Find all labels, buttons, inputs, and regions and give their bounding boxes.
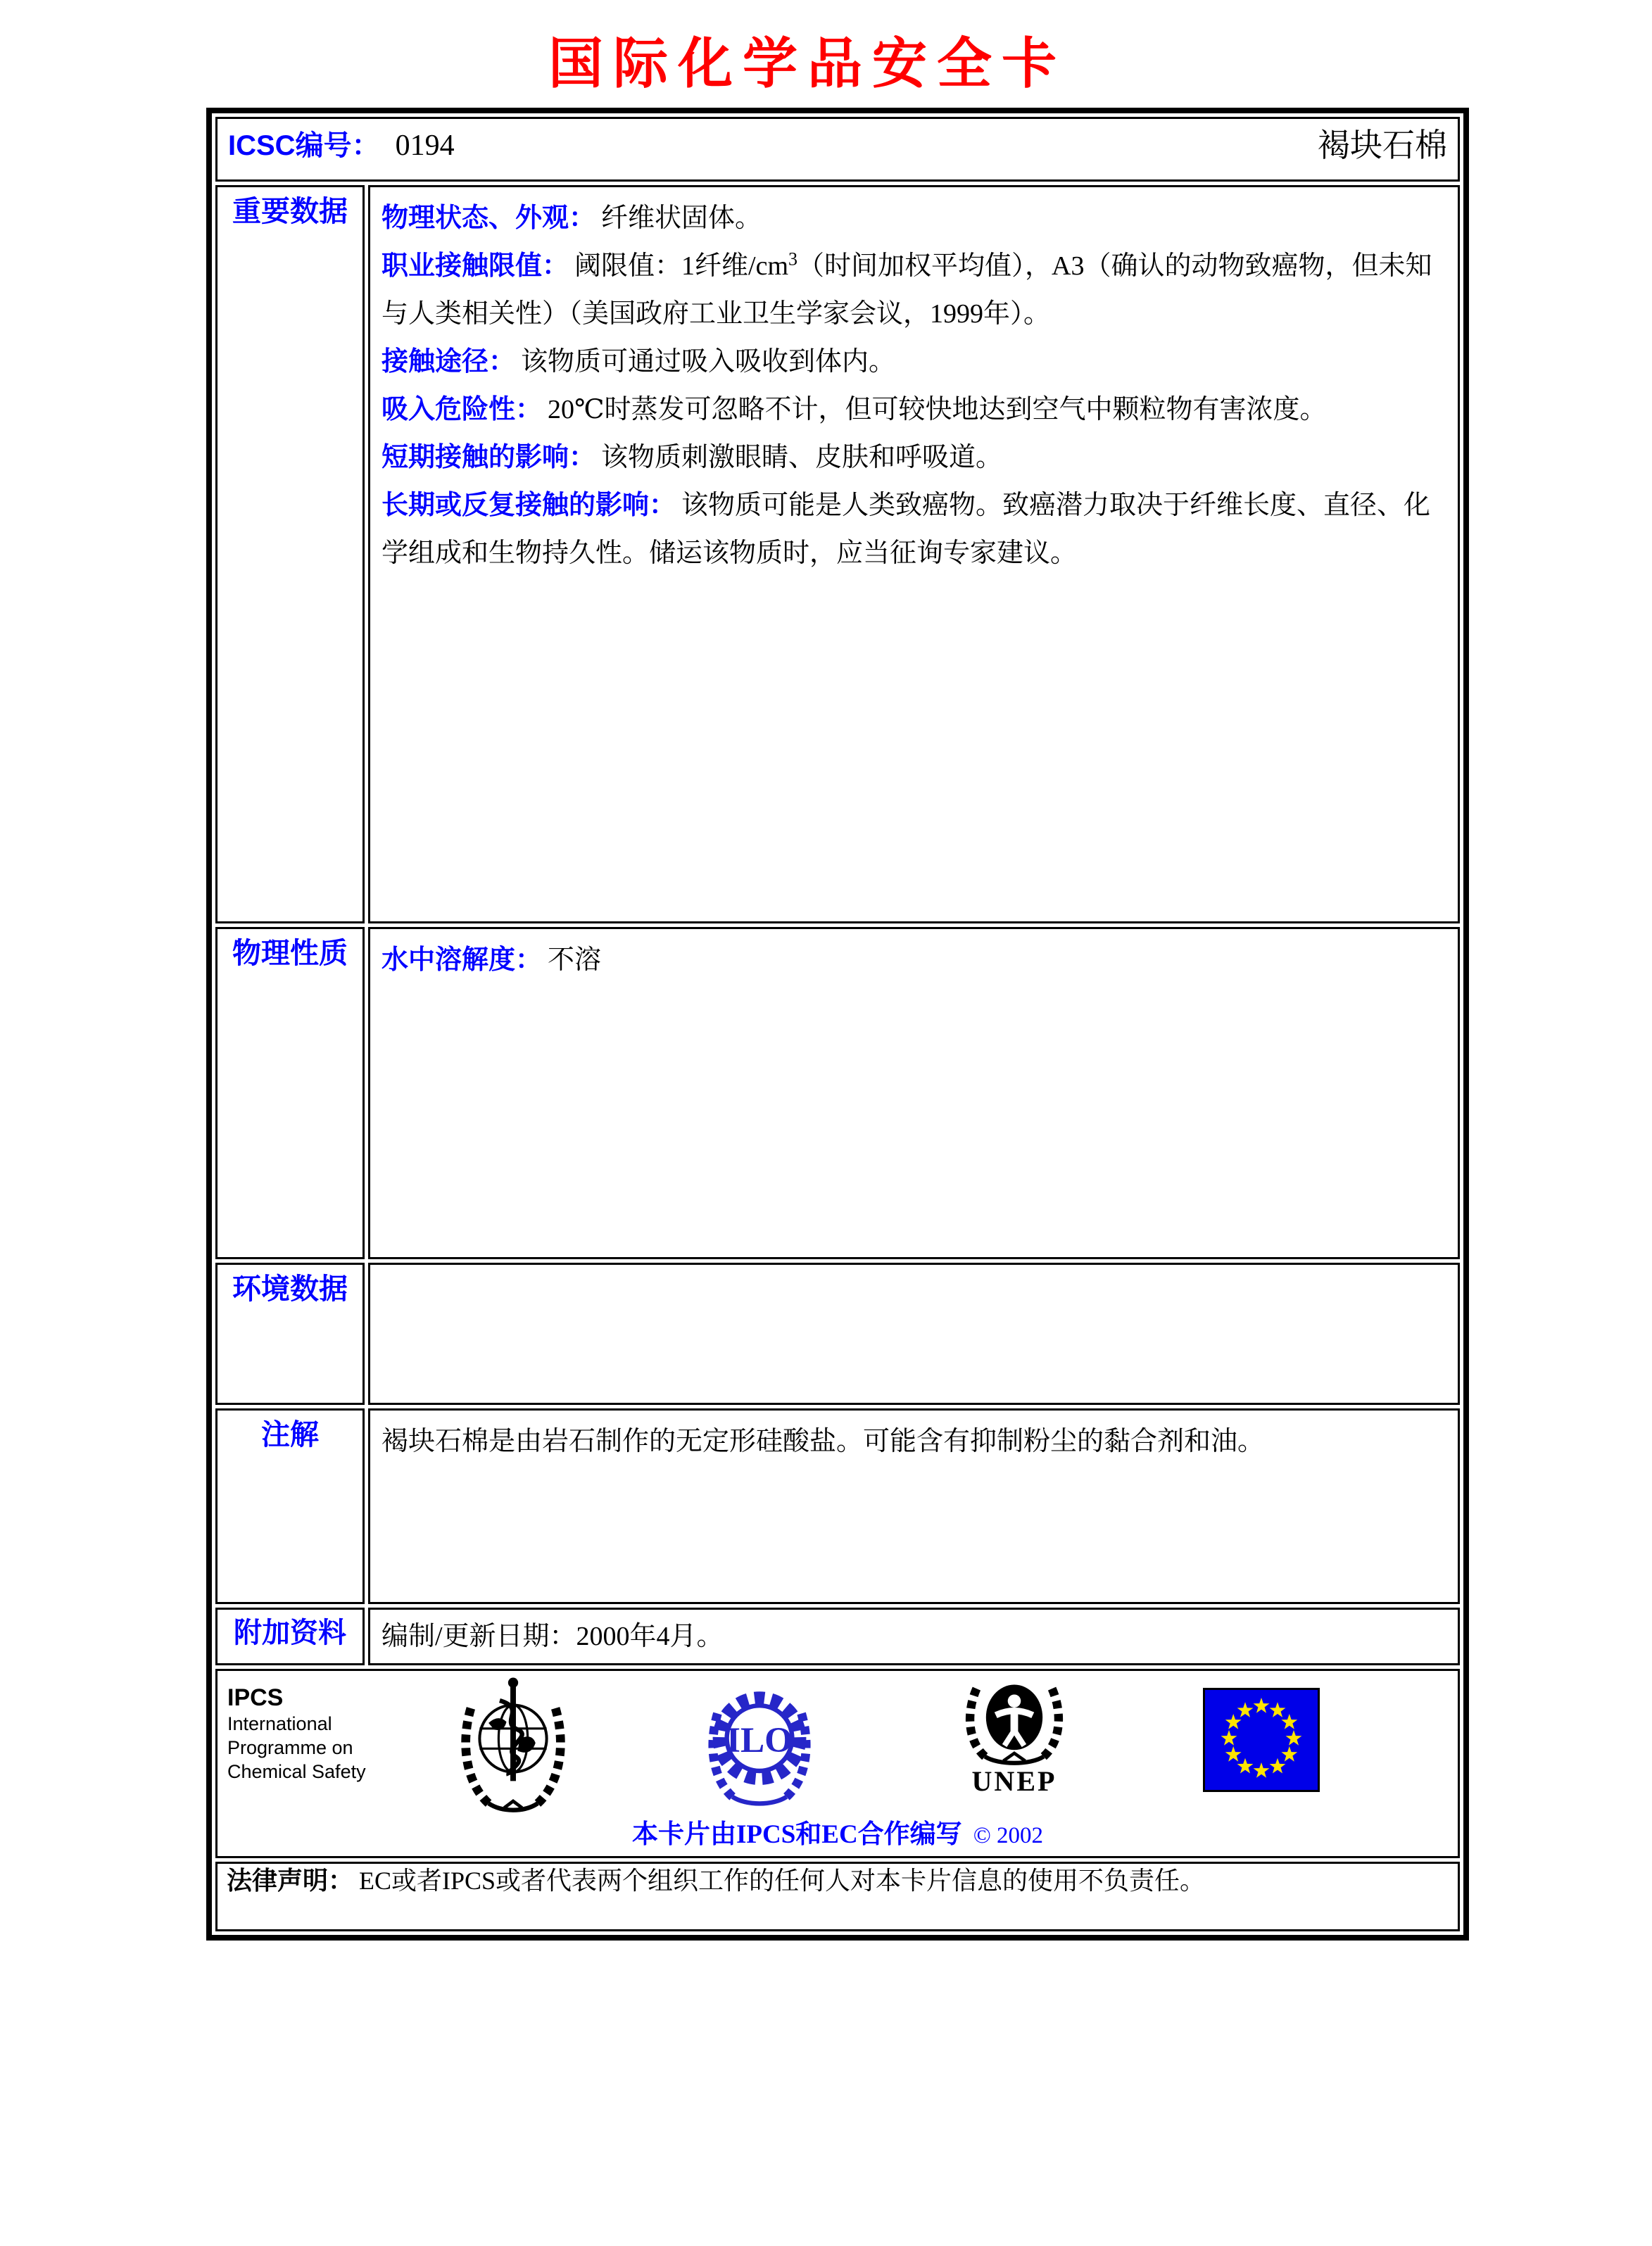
legal-label: 法律声明： <box>227 1866 354 1895</box>
additional-info-content <box>368 1608 1460 1665</box>
legal-cell <box>215 1862 1460 1931</box>
solubility-item <box>382 936 1446 984</box>
inhalation-risk-item <box>382 386 1446 434</box>
short-term-label: 短期接触的影响： <box>382 443 596 472</box>
ipcs-text-block <box>227 1684 366 1784</box>
oel-superscript: 3 <box>788 248 797 270</box>
inhalation-risk-label: 吸入危险性： <box>382 395 543 424</box>
icsc-number-label: ICSC编号： <box>228 130 380 161</box>
notes-row <box>215 1408 1460 1604</box>
long-term-text: 该物质可能是人类致癌物。致癌潜力取决于纤维长度、直径、化学组成和生物持久性。储运该物质时，应当征询专家建议。 <box>382 491 1431 568</box>
section-label-additional-info: 附加资料 <box>215 1608 365 1665</box>
ipcs-line-3: Chemical Safety <box>227 1761 366 1782</box>
solubility-text: 不溶 <box>548 945 602 975</box>
section-label-notes: 注解 <box>215 1408 365 1604</box>
physical-properties-row <box>215 927 1460 1259</box>
credit-text: 本卡片由IPCS和EC合作编写 <box>631 1820 962 1849</box>
oel-item <box>382 242 1446 338</box>
icsc-number-value: 0194 <box>395 129 455 162</box>
ipcs-line-2: Programme on <box>227 1737 353 1758</box>
section-label-environmental-data: 环境数据 <box>215 1263 365 1405</box>
environmental-data-content <box>368 1263 1460 1405</box>
who-logo <box>457 1674 569 1815</box>
oel-text-post: （时间加权平均值），A3（确认的动物致癌物，但未知与人类相关性）（美国政府工业卫生学家会议，1999年）。 <box>382 251 1432 329</box>
physical-state-item <box>382 194 1446 242</box>
solubility-label: 水中溶解度： <box>382 945 543 975</box>
section-label-important-data: 重要数据 <box>215 185 365 923</box>
exposure-routes-label: 接触途径： <box>382 347 516 377</box>
logos-cell <box>215 1669 1460 1858</box>
eu-flag <box>1203 1688 1320 1792</box>
copyright-text: © 2002 <box>973 1823 1044 1848</box>
section-label-physical-properties: 物理性质 <box>215 927 365 1259</box>
legal-row <box>215 1862 1460 1931</box>
additional-info-row <box>215 1608 1460 1665</box>
additional-info-text: 编制/更新日期：2000年4月。 <box>382 1622 724 1651</box>
physical-state-label: 物理状态、外观： <box>382 203 596 233</box>
logos-row <box>215 1669 1460 1858</box>
important-data-row <box>215 185 1460 923</box>
physical-state-text: 纤维状固体。 <box>601 203 762 233</box>
credit-line <box>217 1812 1458 1850</box>
notes-content <box>368 1408 1460 1604</box>
ipcs-line-1: International <box>227 1713 332 1734</box>
header-row <box>215 117 1460 182</box>
page-title: 国际化学品安全卡 <box>548 33 1066 94</box>
long-term-label: 长期或反复接触的影响： <box>382 491 676 520</box>
ilo-logo <box>703 1679 816 1806</box>
long-term-item <box>382 481 1446 577</box>
environmental-data-row <box>215 1263 1460 1405</box>
unep-logo-block <box>951 1674 1078 1798</box>
ilo-logo-letters: ILO <box>726 1720 793 1760</box>
icsc-number-group <box>228 123 455 163</box>
oel-text-pre: 阈限值：1纤维/cm <box>574 251 788 281</box>
physical-properties-content <box>368 927 1460 1259</box>
oel-label: 职业接触限值： <box>382 251 569 281</box>
chemical-name: 褐块石棉 <box>1318 127 1447 163</box>
exposure-routes-text: 该物质可通过吸入吸收到体内。 <box>521 347 896 377</box>
notes-text: 褐块石棉是由岩石制作的无定形硅酸盐。可能含有抑制粉尘的黏合剂和油。 <box>382 1427 1265 1456</box>
important-data-content <box>368 185 1460 923</box>
ipcs-abbr: IPCS <box>227 1684 284 1711</box>
short-term-text: 该物质刺激眼睛、皮肤和呼吸道。 <box>601 443 1003 472</box>
inhalation-risk-text: 20℃时蒸发可忽略不计，但可较快地达到空气中颗粒物有害浓度。 <box>548 395 1327 424</box>
legal-text: EC或者IPCS或者代表两个组织工作的任何人对本卡片信息的使用不负责任。 <box>359 1867 1206 1895</box>
icsc-card <box>206 108 1469 1941</box>
unep-logo-caption: UNEP <box>971 1765 1057 1797</box>
exposure-routes-item <box>382 338 1446 386</box>
short-term-item <box>382 434 1446 481</box>
unep-logo <box>954 1674 1074 1765</box>
header-cell <box>215 117 1460 182</box>
